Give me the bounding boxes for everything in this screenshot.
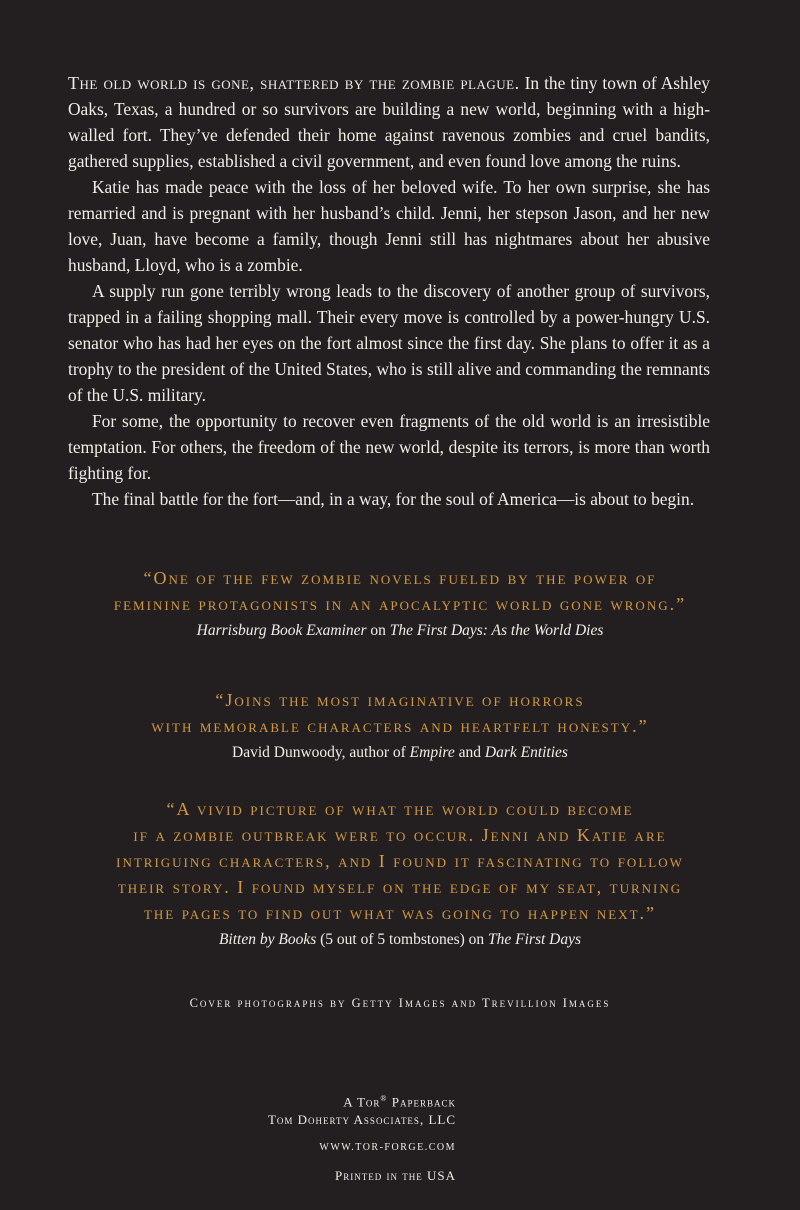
publisher-url: WWW.TOR-FORGE.COM — [319, 1142, 456, 1154]
quote-attribution: Bitten by Books (5 out of 5 tombstones) on The First Days — [218, 931, 582, 948]
review-quote-3: “A vivid picture of what the world could become if a zombie outbreak were to occur. Jenni and Katie are intriguing characters, and I found it fascinating to follow their story. I found myself on the edge of my seat, turning the pages to find out what was going to happen next.” Bitten by Books (5 out of 5 tombstones) on The First Days — [0, 796, 800, 952]
publisher-info — [0, 1090, 456, 1185]
review-quote-1: “One of the few zombie novels fueled by the power of feminine protagonists in an apocalyptic world gone wrong.” Harrisburg Book Examiner on The First Days: As the World Dies — [0, 565, 800, 643]
quote-attribution: Harrisburg Book Examiner on The First Days: As the World Dies — [196, 622, 604, 639]
publisher-name: Tom Doherty Associates, LLC — [267, 1112, 456, 1128]
blurb-lead-in: The old world is gone, shattered by the zombie plague. — [68, 73, 520, 93]
blurb-paragraph-5: The final battle for the fort—and, in a way, for the soul of America—is about to begin. — [92, 489, 695, 509]
registered-mark: ® — [380, 1094, 388, 1103]
blurb-paragraph-3: A supply run gone terribly wrong leads to the discovery of another group of survivors, trapped in a failing shopping mall. Their every move is controlled by a power-hungry U.S. senator who has had her eyes on the fort almost since the first day. She plans to offer it as a trophy to the president of the United States, who is still alive and commanding the remnants of the U.S. military. — [68, 281, 710, 405]
back-cover-blurb — [68, 70, 710, 512]
blurb-paragraph-2: Katie has made peace with the loss of her beloved wife. To her own surprise, she has remarried and is pregnant with her husband’s child. Jenni, her stepson Jason, and her new love, Juan, have become a family, though Jenni still has nightmares about her abusive husband, Lloyd, who is a zombie. — [68, 177, 710, 275]
printed-in: Printed in the USA — [335, 1168, 456, 1184]
review-quote-2: “Joins the most imaginative of horrors with memorable characters and heartfelt honesty.” David Dunwoody, author of Empire and Dark Entities — [0, 687, 800, 765]
blurb-paragraph-1: The old world is gone, shattered by the zombie plague. In the tiny town of Ashley Oaks, Texas, a hundred or so survivors are building a new world, beginning with a high-walled fort. They’ve defended their home against ravenous zombies and cruel bandits, gathered supplies, established a civil government, and even found love among the ruins. — [68, 73, 711, 171]
imprint-line: A Tor® Paperback — [343, 1094, 456, 1110]
blurb-paragraph-4: For some, the opportunity to recover even fragments of the old world is an irresistible temptation. For others, the freedom of the new world, despite its terrors, is more than worth fighting for. — [68, 411, 710, 483]
cover-photo-credit: Cover photographs by Getty Images and Trevillion Images — [189, 996, 611, 1010]
quote-attribution: David Dunwoody, author of Empire and Dark Entities — [232, 744, 568, 761]
